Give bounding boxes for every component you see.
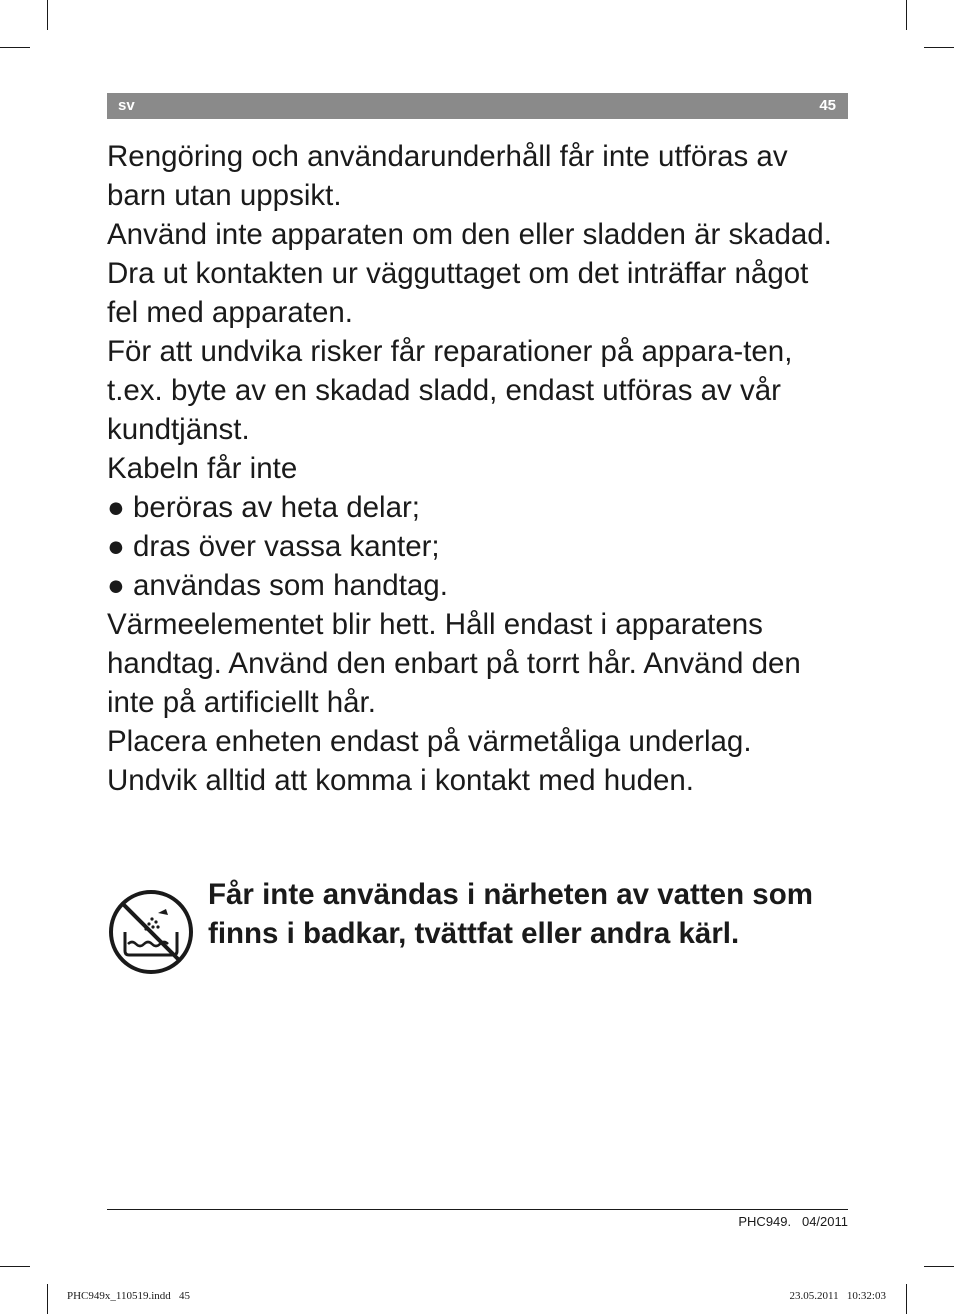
bullet-item: ● användas som handtag.: [107, 569, 448, 602]
paragraph: Dra ut kontakten ur vägguttaget om det inträffar något fel med apparaten.: [107, 257, 809, 329]
paragraph: Kabeln får inte: [107, 452, 298, 485]
bullet-item: ● beröras av heta delar;: [107, 491, 420, 524]
paragraph: Rengöring och användarunderhåll får inte utföras av barn utan uppsikt.: [107, 140, 788, 212]
model-date: PHC949. 04/2011: [738, 1214, 848, 1229]
crop-mark: [906, 0, 907, 30]
paragraph: Placera enheten endast på värmetåliga underlag.: [107, 725, 752, 758]
bullet-item: ● dras över vassa kanter;: [107, 530, 440, 563]
paragraph: För att undvika risker får reparationer på appara-ten, t.ex. byte av en skadad sladd, endast utföras av vår kundtjänst.: [107, 335, 793, 446]
paragraph: Använd inte apparaten om den eller sladden är skadad.: [107, 218, 832, 251]
crop-mark: [906, 1284, 907, 1314]
instructions-text: [107, 137, 847, 800]
crop-mark: [0, 47, 30, 48]
paragraph: Värmeelementet blir hett. Håll endast i apparatens handtag. Använd den enbart på torrt hår. Använd den inte på artificiellt hår.: [107, 608, 801, 719]
crop-mark: [47, 0, 48, 30]
footer-divider: [107, 1209, 848, 1210]
no-water-icon: [108, 889, 194, 975]
page-number: 45: [819, 97, 836, 114]
page-header-bar: [107, 93, 848, 119]
file-slug: PHC949x_110519.indd 45: [67, 1290, 191, 1302]
date-slug: 23.05.2011 10:32:03: [789, 1290, 886, 1302]
water-warning-text: Får inte användas i närheten av vatten som finns i badkar, tvättfat eller andra kärl.: [208, 878, 813, 950]
paragraph: Undvik alltid att komma i kontakt med huden.: [107, 764, 695, 797]
crop-mark: [924, 47, 954, 48]
crop-mark: [924, 1266, 954, 1267]
crop-mark: [0, 1266, 30, 1267]
language-code: sv: [118, 97, 135, 114]
crop-mark: [47, 1284, 48, 1314]
